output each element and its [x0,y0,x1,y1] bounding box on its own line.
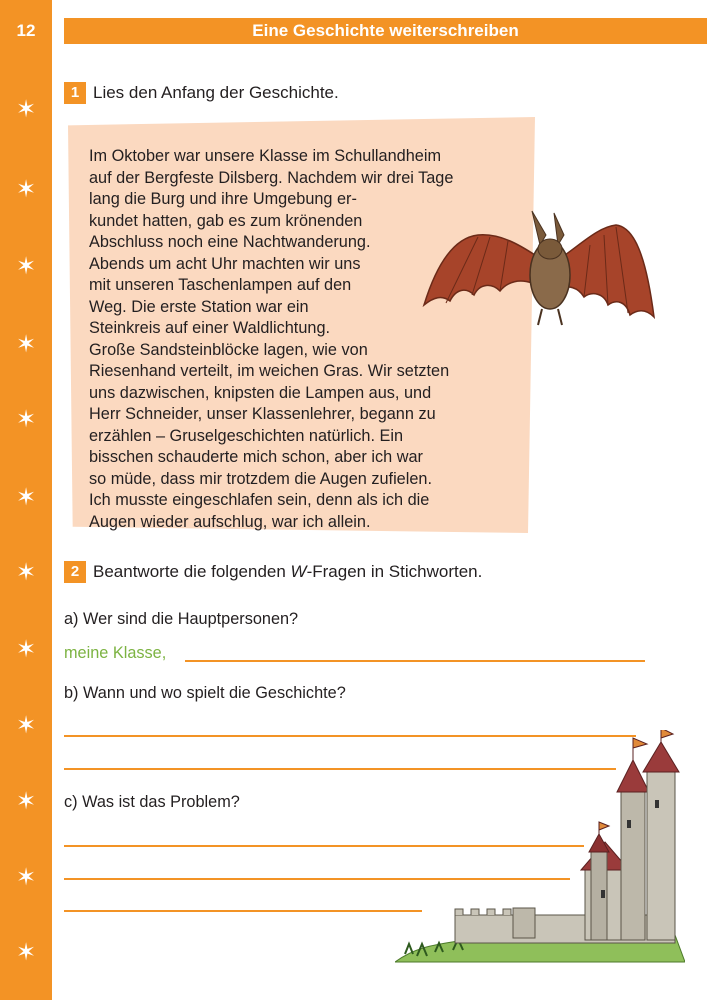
task-2-instruction [93,561,482,583]
star-icon: ✶ [15,96,37,123]
story-line: mit unseren Taschenlampen auf den [89,276,352,294]
story-line: bisschen schauderte mich schon, aber ich war [89,448,423,466]
story-line: Ich musste eingeschlafen sein, denn als ich die [89,491,430,509]
star-icon: ✶ [15,712,37,739]
castle-illustration [395,730,685,970]
answer-line-a[interactable] [185,660,645,662]
star-icon: ✶ [15,559,37,586]
page-number: 12 [16,21,36,40]
story-line: Riesenhand verteilt, im weichen Gras. Wir setzten [89,362,450,380]
star-icon: ✶ [15,406,37,433]
story-line: Abschluss noch eine Nachtwanderung. [89,233,371,251]
story-line: auf der Bergfeste Dilsberg. Nachdem wir drei Tage [89,168,454,187]
story-line: Abends um acht Uhr machten wir uns [89,254,361,273]
question-a: a) Wer sind die Hauptpersonen? [64,610,299,628]
answer-line-c3[interactable] [64,910,422,912]
star-icon: ✶ [15,253,37,280]
star-icon: ✶ [15,176,37,203]
task-number-1: 1 [64,82,86,104]
task-number-2: 2 [64,561,86,583]
sample-answer: meine Klasse, [64,644,167,662]
story-line: so müde, dass mir trotzdem die Augen zufielen. [89,469,432,488]
story-line: Im Oktober war unsere Klasse im Schullandheim [89,147,442,165]
star-icon: ✶ [15,331,37,358]
story-line: Weg. Die erste Station war ein [89,297,309,316]
story-line: Steinkreis auf einer Waldlichtung. [89,319,331,337]
story-line: Augen wieder aufschlug, war ich allein. [89,512,371,531]
star-icon: ✶ [15,939,37,966]
story-line: erzählen – Gruselgeschichten natürlich. Ein [89,426,404,445]
question-c: c) Was ist das Problem? [64,793,240,811]
story-line: lang die Burg und ihre Umgebung er- [89,190,357,208]
task-2-instruction-emphasis: W [290,562,307,581]
star-icon: ✶ [15,484,37,511]
story-line: Herr Schneider, unser Klassenlehrer, begann zu [89,405,436,423]
story-line: uns dazwischen, knipsten die Lampen aus, und [89,383,432,402]
page-title: Eine Geschichte weiterschreiben [64,18,707,44]
star-icon: ✶ [15,864,37,891]
task-1-instruction: Lies den Anfang der Geschichte. [93,83,339,102]
task-2-instruction-end: -Fragen in Stichworten. [306,562,483,581]
star-icon: ✶ [15,788,37,815]
story-line: kundet hatten, gab es zum krönenden [89,211,363,230]
star-icon: ✶ [15,636,37,663]
story-line: Große Sandsteinblöcke lagen, wie von [89,340,368,359]
task-2-instruction-start: Beantworte die folgenden [93,562,291,581]
bat-illustration [420,205,660,335]
question-b: b) Wann und wo spielt die Geschichte? [64,684,346,702]
